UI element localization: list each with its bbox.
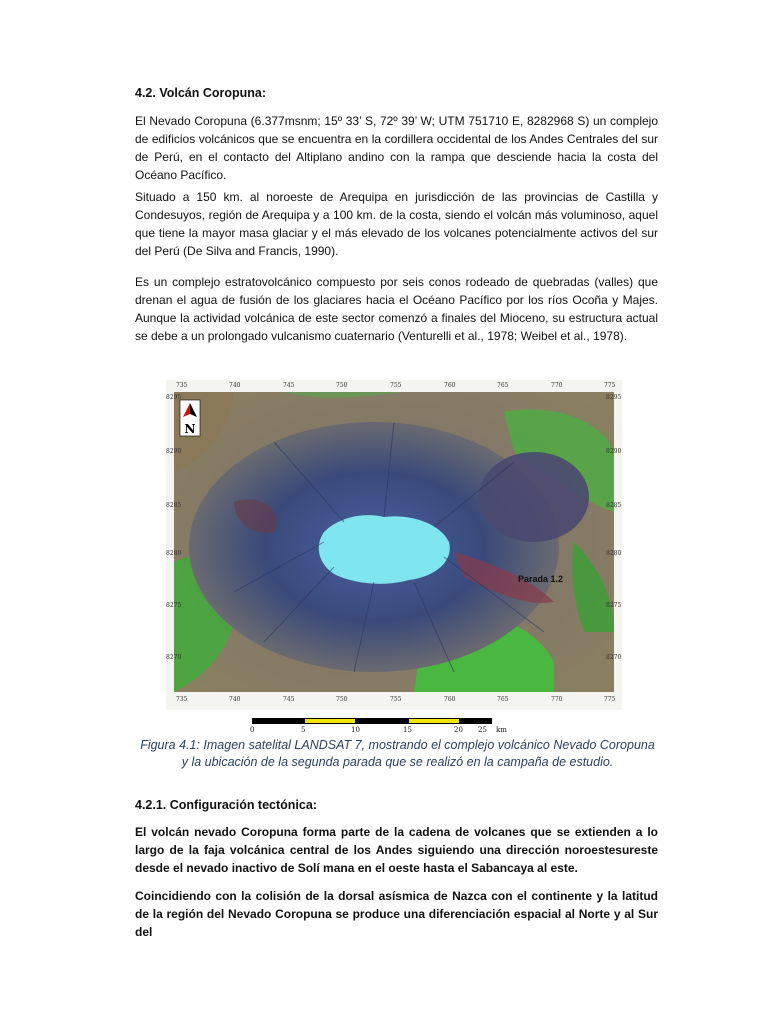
north-label: N [184,422,196,436]
satellite-figure [166,380,622,735]
scale-segment [252,718,304,724]
scale-segment [356,718,408,724]
paragraph-intro: El Nevado Coropuna (6.377msnm; 15º 33’ S, 72º 39’ W; UTM 751710 E, 8282968 S) un complejo de edificios volcánicos que se encuentra en la cordillera occidental de los Andes Centrales del sur de Perú, en el contacto del Altiplano andino con la rampa que desciende hacia la costa del Océano Pacífico. [135,114,658,182]
coord-right-3: 8285 [606,502,622,509]
coord-top-9: 775 [604,382,616,389]
subsection-heading: 4.2.1. Configuración tectónica: [135,798,317,812]
figure-caption: Figura 4.1: Imagen satelital LANDSAT 7, mostrando el complejo volcánico Nevado Coropuna y la ubicación de la segunda parada que se realizó en la campaña de estudio. [140,738,655,769]
paragraph-tectonic-2: Coincidiendo con la colisión de la dorsal asísmica de Nazca con el continente y la latitud de la región del Nevado Coropuna se produce una diferenciación espacial al Norte y al Sur del [135,889,658,939]
coord-bottom-1: 735 [176,696,188,703]
coord-top-5: 755 [390,382,402,389]
coord-bottom-4: 750 [336,696,348,703]
coord-left-3: 8285 [166,502,182,509]
coord-bottom-7: 765 [497,696,509,703]
stop-label: Parada 1.2 [518,574,564,584]
coord-top-1: 735 [176,382,188,389]
scale-label: 15 [403,726,412,734]
coord-top-8: 770 [551,382,563,389]
scale-segment [304,718,356,724]
paragraph-tectonic-1: El volcán nevado Coropuna forma parte de la cadena de volcanes que se extienden a lo largo de la faja volcánica central de los Andes siguiendo una dirección noroestesureste desde el nevado inactivo de Solí mana en el oeste hasta el Sabancaya al este. [135,825,658,875]
coord-right-2: 8290 [606,448,622,455]
coord-bottom-9: 775 [604,696,616,703]
coord-right-4: 8280 [606,550,622,557]
scale-segment [408,718,460,724]
coord-left-5: 8275 [166,602,182,609]
coord-top-4: 750 [336,382,348,389]
coord-left-4: 8280 [166,550,182,557]
coord-right-6: 8270 [606,654,622,661]
section-heading: 4.2. Volcán Coropuna: [135,86,267,100]
paragraph-location: Situado a 150 km. al noroeste de Arequipa en jurisdicción de las provincias de Castilla y Condesuyos, región de Arequipa y a 100 km. de la costa, siendo el volcán más voluminoso, aquel que tiene la mayor masa glaciar y el más elevado de los volcanes potencialmente activos del sur del Perú (De Silva and Francis, 1990). [135,190,658,258]
coord-top-6: 760 [444,382,456,389]
coord-left-2: 8290 [166,448,182,455]
coord-right-5: 8275 [606,602,622,609]
coord-top-7: 765 [497,382,509,389]
paragraph-complex: Es un complejo estratovolcánico compuesto por seis conos rodeado de quebradas (valles) que drenan el agua de fusión de los glaciares hacia el Océano Pacífico por los ríos Ocoña y Majes. Aunque la actividad volcánica de este sector comenzó a finales del Mioceno, su estructura actual se debe a un prolongado vulcanismo cuaternario (Venturelli et al., 1978; Weibel et al., 1978). [135,275,658,343]
coord-bottom-5: 755 [390,696,402,703]
scale-label: 20 [454,726,463,734]
map-frame [166,380,622,710]
coord-bottom-8: 770 [551,696,563,703]
scale-segment [460,718,492,724]
coord-bottom-3: 745 [283,696,295,703]
coord-bottom-2: 740 [229,696,241,703]
scale-unit: km [496,726,507,734]
scale-label: 25 [478,726,487,734]
coord-bottom-6: 760 [444,696,456,703]
coord-right-1: 8295 [606,394,622,401]
scale-label: 10 [351,726,360,734]
coord-top-2: 740 [229,382,241,389]
coord-left-6: 8270 [166,654,182,661]
coord-top-3: 745 [283,382,295,389]
satellite-image [174,392,614,692]
scale-label: 5 [301,726,306,734]
scale-bar [250,718,507,734]
coord-left-1: 8295 [166,394,182,401]
scale-label: 0 [250,726,255,734]
